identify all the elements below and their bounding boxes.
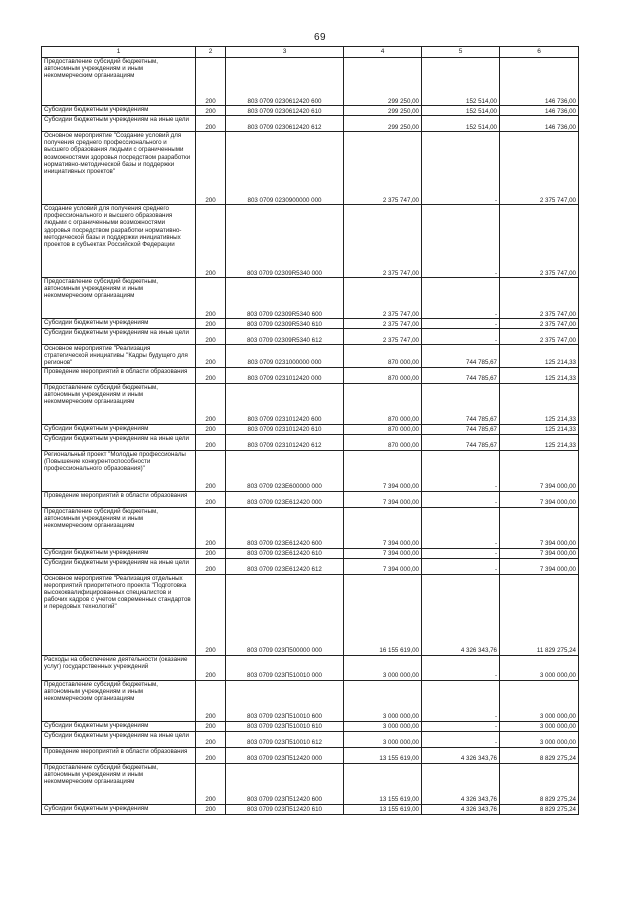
- row-amount-cell: 2 375 747,00: [344, 205, 422, 278]
- table-row: [42, 680, 579, 721]
- column-header: 4: [344, 47, 422, 58]
- row-amount-cell: -: [422, 558, 500, 574]
- row-amount-cell: 7 394 000,00: [344, 450, 422, 491]
- table-row: [42, 558, 579, 574]
- row-amount-cell: -: [422, 507, 500, 548]
- row-amount-cell: -: [422, 655, 500, 680]
- row-amount-cell: -: [422, 278, 500, 319]
- row-amount-cell: 146 736,00: [500, 116, 579, 132]
- table-row: [42, 763, 579, 804]
- row-amount-cell: 744 785,67: [422, 383, 500, 424]
- row-amount-cell: 7 394 000,00: [500, 450, 579, 491]
- row-amount-cell: -: [422, 731, 500, 747]
- row-name-cell: Основное мероприятие "Создание условий для получения среднего профессионального и высшего образования людьми с ограниченными возможностями здоровья посредством разработки нормативно-методической базы и поддержки инициативных проектов": [42, 132, 196, 205]
- row-amount-cell: 152 514,00: [422, 116, 500, 132]
- row-amount-cell: 13 155 619,00: [344, 763, 422, 804]
- row-section-cell: 200: [196, 731, 226, 747]
- row-amount-cell: 744 785,67: [422, 345, 500, 368]
- row-amount-cell: 4 326 343,76: [422, 763, 500, 804]
- row-code-cell: 803 0709 0231012420 600: [226, 383, 344, 424]
- row-code-cell: 803 0709 023П510010 612: [226, 731, 344, 747]
- row-section-cell: 200: [196, 558, 226, 574]
- row-amount-cell: -: [422, 450, 500, 491]
- row-name-cell: Субсидии бюджетным учреждениям на иные цели: [42, 329, 196, 345]
- row-amount-cell: -: [422, 329, 500, 345]
- row-code-cell: 803 0709 023П510010 600: [226, 680, 344, 721]
- row-amount-cell: 744 785,67: [422, 424, 500, 434]
- row-amount-cell: 2 375 747,00: [500, 278, 579, 319]
- table-row: [42, 731, 579, 747]
- row-amount-cell: 870 000,00: [344, 383, 422, 424]
- row-code-cell: 803 0709 0231012420 612: [226, 434, 344, 450]
- header-row: [42, 47, 579, 58]
- table-row: [42, 424, 579, 434]
- row-amount-cell: 125 214,33: [500, 345, 579, 368]
- row-section-cell: 200: [196, 655, 226, 680]
- row-amount-cell: 7 394 000,00: [500, 558, 579, 574]
- row-amount-cell: 2 375 747,00: [344, 319, 422, 329]
- row-code-cell: 803 0709 023E612420 600: [226, 507, 344, 548]
- table-row: [42, 116, 579, 132]
- table-row: [42, 450, 579, 491]
- row-amount-cell: 2 375 747,00: [500, 319, 579, 329]
- column-header: 5: [422, 47, 500, 58]
- row-amount-cell: 299 250,00: [344, 106, 422, 116]
- table-row: [42, 491, 579, 507]
- row-code-cell: 803 0709 02309R5340 000: [226, 205, 344, 278]
- row-name-cell: Субсидии бюджетным учреждениям: [42, 319, 196, 329]
- table-row: [42, 574, 579, 655]
- row-name-cell: Региональный проект "Молодые профессионалы (Повышение конкурентоспособности профессионального образования)": [42, 450, 196, 491]
- row-code-cell: 803 0709 023П500000 000: [226, 574, 344, 655]
- row-amount-cell: 146 736,00: [500, 106, 579, 116]
- row-section-cell: 200: [196, 116, 226, 132]
- row-name-cell: Предоставление субсидий бюджетным, автономным учреждениям и иным некоммерческим организациям: [42, 507, 196, 548]
- row-amount-cell: 870 000,00: [344, 367, 422, 383]
- row-amount-cell: 7 394 000,00: [344, 491, 422, 507]
- row-name-cell: Субсидии бюджетным учреждениям на иные цели: [42, 558, 196, 574]
- row-name-cell: Субсидии бюджетным учреждениям: [42, 804, 196, 814]
- row-amount-cell: 2 375 747,00: [500, 329, 579, 345]
- row-amount-cell: 3 000 000,00: [344, 680, 422, 721]
- row-amount-cell: 7 394 000,00: [500, 491, 579, 507]
- row-section-cell: 200: [196, 763, 226, 804]
- row-code-cell: 803 0709 023П510010 000: [226, 655, 344, 680]
- row-amount-cell: 7 394 000,00: [344, 507, 422, 548]
- row-name-cell: Предоставление субсидий бюджетным, автономным учреждениям и иным некоммерческим организациям: [42, 383, 196, 424]
- row-code-cell: 803 0709 023E612420 612: [226, 558, 344, 574]
- row-amount-cell: 2 375 747,00: [344, 329, 422, 345]
- row-amount-cell: 8 829 275,24: [500, 804, 579, 814]
- row-code-cell: 803 0709 0230900000 000: [226, 132, 344, 205]
- row-amount-cell: 152 514,00: [422, 106, 500, 116]
- table-row: [42, 319, 579, 329]
- table-row: [42, 383, 579, 424]
- row-code-cell: 803 0709 0230612420 600: [226, 58, 344, 106]
- row-section-cell: 200: [196, 278, 226, 319]
- row-section-cell: 200: [196, 367, 226, 383]
- row-amount-cell: 4 326 343,76: [422, 747, 500, 763]
- row-code-cell: 803 0709 023П512420 000: [226, 747, 344, 763]
- row-code-cell: 803 0709 0230612420 610: [226, 106, 344, 116]
- row-amount-cell: 870 000,00: [344, 424, 422, 434]
- row-code-cell: 803 0709 0231012420 000: [226, 367, 344, 383]
- row-amount-cell: 16 155 619,00: [344, 574, 422, 655]
- row-amount-cell: 2 375 747,00: [500, 132, 579, 205]
- row-amount-cell: 125 214,33: [500, 434, 579, 450]
- table-row: [42, 106, 579, 116]
- row-name-cell: Проведение мероприятий в области образования: [42, 491, 196, 507]
- row-name-cell: Субсидии бюджетным учреждениям: [42, 548, 196, 558]
- row-amount-cell: 13 155 619,00: [344, 747, 422, 763]
- row-section-cell: 200: [196, 491, 226, 507]
- row-section-cell: 200: [196, 680, 226, 721]
- row-code-cell: 803 0709 023E600000 000: [226, 450, 344, 491]
- row-amount-cell: 13 155 619,00: [344, 804, 422, 814]
- row-amount-cell: 299 250,00: [344, 58, 422, 106]
- row-code-cell: 803 0709 023П512420 600: [226, 763, 344, 804]
- row-section-cell: 200: [196, 434, 226, 450]
- row-section-cell: 200: [196, 424, 226, 434]
- row-amount-cell: -: [422, 491, 500, 507]
- row-amount-cell: 146 736,00: [500, 58, 579, 106]
- row-section-cell: 200: [196, 319, 226, 329]
- budget-table: [41, 46, 579, 815]
- table-row: [42, 329, 579, 345]
- row-amount-cell: -: [422, 319, 500, 329]
- table-row: [42, 804, 579, 814]
- row-amount-cell: 2 375 747,00: [344, 132, 422, 205]
- row-amount-cell: 3 000 000,00: [500, 721, 579, 731]
- row-amount-cell: 3 000 000,00: [500, 731, 579, 747]
- row-section-cell: 200: [196, 132, 226, 205]
- row-code-cell: 803 0709 023E612420 610: [226, 548, 344, 558]
- row-name-cell: Предоставление субсидий бюджетным, автономным учреждениям и иным некоммерческим организациям: [42, 278, 196, 319]
- row-amount-cell: 7 394 000,00: [500, 507, 579, 548]
- row-amount-cell: 3 000 000,00: [500, 680, 579, 721]
- row-amount-cell: 7 394 000,00: [344, 558, 422, 574]
- page-number: 69: [313, 32, 327, 43]
- row-code-cell: 803 0709 023П512420 610: [226, 804, 344, 814]
- row-amount-cell: -: [422, 205, 500, 278]
- row-name-cell: Субсидии бюджетным учреждениям: [42, 721, 196, 731]
- column-header: 1: [42, 47, 196, 58]
- row-name-cell: Основное мероприятие "Реализация стратегической инициативы "Кадры будущего для регионов": [42, 345, 196, 368]
- row-amount-cell: 4 326 343,76: [422, 804, 500, 814]
- table-row: [42, 345, 579, 368]
- row-name-cell: Проведение мероприятий в области образования: [42, 747, 196, 763]
- row-name-cell: Основное мероприятие "Реализация отдельных мероприятий приоритетного проекта "Подготовка высококвалифицированных специалистов и рабочих кадров с учетом современных стандартов и передовых технологий": [42, 574, 196, 655]
- column-header: 3: [226, 47, 344, 58]
- row-amount-cell: 8 829 275,24: [500, 747, 579, 763]
- row-code-cell: 803 0709 02309R5340 600: [226, 278, 344, 319]
- table-row: [42, 132, 579, 205]
- row-section-cell: 200: [196, 747, 226, 763]
- table-row: [42, 747, 579, 763]
- row-amount-cell: -: [422, 721, 500, 731]
- row-amount-cell: 3 000 000,00: [344, 655, 422, 680]
- row-amount-cell: 744 785,67: [422, 434, 500, 450]
- row-name-cell: Предоставление субсидий бюджетным, автономным учреждениям и иным некоммерческим организациям: [42, 58, 196, 106]
- row-code-cell: 803 0709 02309R5340 612: [226, 329, 344, 345]
- table-row: [42, 721, 579, 731]
- table-row: [42, 507, 579, 548]
- row-name-cell: Субсидии бюджетным учреждениям: [42, 424, 196, 434]
- row-section-cell: 200: [196, 345, 226, 368]
- row-amount-cell: 152 514,00: [422, 58, 500, 106]
- row-name-cell: Расходы на обеспечение деятельности (оказание услуг) государственных учреждений: [42, 655, 196, 680]
- row-section-cell: 200: [196, 329, 226, 345]
- row-code-cell: 803 0709 02309R5340 610: [226, 319, 344, 329]
- row-amount-cell: 125 214,33: [500, 367, 579, 383]
- row-amount-cell: -: [422, 132, 500, 205]
- row-amount-cell: -: [422, 680, 500, 721]
- row-amount-cell: 870 000,00: [344, 345, 422, 368]
- row-code-cell: 803 0709 0231000000 000: [226, 345, 344, 368]
- table-row: [42, 434, 579, 450]
- row-amount-cell: 125 214,33: [500, 383, 579, 424]
- row-section-cell: 200: [196, 383, 226, 424]
- table-row: [42, 58, 579, 106]
- table-row: [42, 367, 579, 383]
- row-section-cell: 200: [196, 574, 226, 655]
- row-amount-cell: 870 000,00: [344, 434, 422, 450]
- row-section-cell: 200: [196, 507, 226, 548]
- row-code-cell: 803 0709 023E612420 000: [226, 491, 344, 507]
- row-name-cell: Проведение мероприятий в области образования: [42, 367, 196, 383]
- row-amount-cell: 125 214,33: [500, 424, 579, 434]
- row-amount-cell: 744 785,67: [422, 367, 500, 383]
- row-name-cell: Предоставление субсидий бюджетным, автономным учреждениям и иным некоммерческим организациям: [42, 763, 196, 804]
- row-name-cell: Субсидии бюджетным учреждениям на иные цели: [42, 434, 196, 450]
- row-section-cell: 200: [196, 548, 226, 558]
- row-name-cell: Субсидии бюджетным учреждениям на иные цели: [42, 731, 196, 747]
- table-row: [42, 548, 579, 558]
- row-section-cell: 200: [196, 58, 226, 106]
- row-section-cell: 200: [196, 450, 226, 491]
- table-row: [42, 278, 579, 319]
- column-header: 2: [196, 47, 226, 58]
- row-code-cell: 803 0709 0231012420 610: [226, 424, 344, 434]
- row-section-cell: 200: [196, 721, 226, 731]
- row-section-cell: 200: [196, 106, 226, 116]
- row-amount-cell: 3 000 000,00: [500, 655, 579, 680]
- row-amount-cell: 3 000 000,00: [344, 731, 422, 747]
- row-amount-cell: 11 829 275,24: [500, 574, 579, 655]
- row-code-cell: 803 0709 0230612420 612: [226, 116, 344, 132]
- row-name-cell: Субсидии бюджетным учреждениям: [42, 106, 196, 116]
- table-body: [42, 58, 579, 815]
- row-amount-cell: 3 000 000,00: [344, 721, 422, 731]
- row-amount-cell: 7 394 000,00: [500, 548, 579, 558]
- row-amount-cell: 4 326 343,76: [422, 574, 500, 655]
- table-row: [42, 655, 579, 680]
- row-section-cell: 200: [196, 205, 226, 278]
- row-amount-cell: 2 375 747,00: [344, 278, 422, 319]
- row-name-cell: Создание условий для получения среднего профессионального и высшего образования людьми с ограниченными возможностями здоровья посредством разработки нормативно-методической базы и поддержки инициативных проектов в субъектах Российской Федерации: [42, 205, 196, 278]
- row-amount-cell: 7 394 000,00: [344, 548, 422, 558]
- row-section-cell: 200: [196, 804, 226, 814]
- row-amount-cell: -: [422, 548, 500, 558]
- row-amount-cell: 2 375 747,00: [500, 205, 579, 278]
- column-header: 6: [500, 47, 579, 58]
- row-amount-cell: 299 250,00: [344, 116, 422, 132]
- row-code-cell: 803 0709 023П510010 610: [226, 721, 344, 731]
- row-name-cell: Субсидии бюджетным учреждениям на иные цели: [42, 116, 196, 132]
- row-amount-cell: 8 829 275,24: [500, 763, 579, 804]
- table-row: [42, 205, 579, 278]
- row-name-cell: Предоставление субсидий бюджетным, автономным учреждениям и иным некоммерческим организациям: [42, 680, 196, 721]
